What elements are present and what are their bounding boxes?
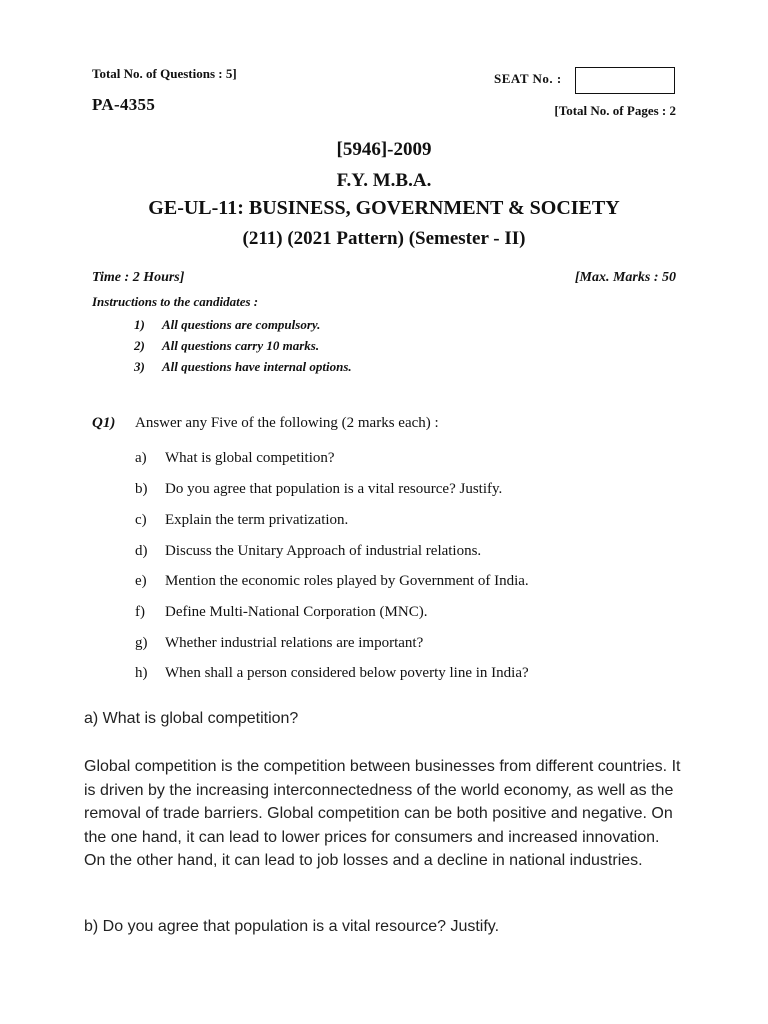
sub-question	[135, 665, 529, 682]
seat-number-box	[575, 67, 675, 94]
sub-question	[135, 604, 427, 621]
answer-paragraph-a: Global competition is the competition between businesses from different countries. It is driven by the increasing interconnectedness of the world economy, as well as the removal of trade barriers. Global competition can be both positive and negative. On the one hand, it can lead to lower prices for consumers and increased innovation. On the other hand, it can lead to job losses and a decline in national industries.	[84, 758, 681, 869]
instruction-item	[134, 317, 320, 333]
sub-question-text: Whether industrial relations are important?	[165, 635, 424, 651]
answer-heading-a: a) What is global competition?	[84, 710, 299, 727]
sub-question-text: When shall a person considered below poverty line in India?	[165, 665, 529, 681]
sub-question-text: Explain the term privatization.	[165, 512, 349, 528]
sub-question-letter: c)	[135, 512, 147, 528]
instruction-text: All questions are compulsory.	[162, 317, 321, 332]
sub-question	[135, 450, 335, 467]
sub-question-text: Mention the economic roles played by Government of India.	[165, 573, 529, 589]
paper-code: [5946]-2009	[336, 139, 432, 160]
sub-question	[135, 635, 423, 652]
answer-heading-b: b) Do you agree that population is a vital resource? Justify.	[84, 918, 500, 935]
time-allowed: Time : 2 Hours]	[92, 270, 185, 285]
question-prompt: Answer any Five of the following (2 marks each) :	[135, 415, 439, 431]
instruction-number: 1)	[134, 317, 145, 332]
max-marks: [Max. Marks : 50	[574, 270, 676, 285]
instruction-number: 2)	[134, 338, 145, 353]
sub-question-letter: a)	[135, 450, 147, 466]
instruction-text: All questions carry 10 marks.	[162, 338, 320, 353]
total-questions: Total No. of Questions : 5]	[92, 66, 237, 81]
sub-question	[135, 543, 481, 560]
sub-question	[135, 481, 502, 498]
sub-question-letter: b)	[135, 481, 148, 497]
sub-question-letter: g)	[135, 635, 148, 651]
sub-question-text: Define Multi-National Corporation (MNC).	[165, 604, 428, 620]
sub-question-text: Discuss the Unitary Approach of industrial relations.	[165, 543, 482, 559]
instruction-text: All questions have internal options.	[162, 359, 352, 374]
sub-question-letter: d)	[135, 543, 148, 559]
sub-question-letter: h)	[135, 665, 148, 681]
course-title: F.Y. M.B.A.	[336, 170, 432, 191]
paper-id: PA-4355	[92, 95, 156, 114]
sub-question	[135, 512, 348, 529]
question-label: Q1)	[92, 415, 116, 431]
instruction-item	[134, 338, 319, 354]
seat-number-label: SEAT No. :	[494, 71, 562, 86]
pattern-title: (211) (2021 Pattern) (Semester - II)	[242, 228, 526, 249]
instruction-item	[134, 359, 352, 375]
sub-question-letter: f)	[135, 604, 145, 620]
subject-title: GE-UL-11: BUSINESS, GOVERNMENT & SOCIETY	[148, 197, 620, 219]
sub-question	[135, 573, 529, 590]
sub-question-letter: e)	[135, 573, 147, 589]
instruction-number: 3)	[134, 359, 145, 374]
sub-question-text: What is global competition?	[165, 450, 335, 466]
instructions-title: Instructions to the candidates :	[92, 294, 259, 309]
total-pages: [Total No. of Pages : 2	[554, 103, 676, 118]
sub-question-text: Do you agree that population is a vital resource? Justify.	[165, 481, 503, 497]
